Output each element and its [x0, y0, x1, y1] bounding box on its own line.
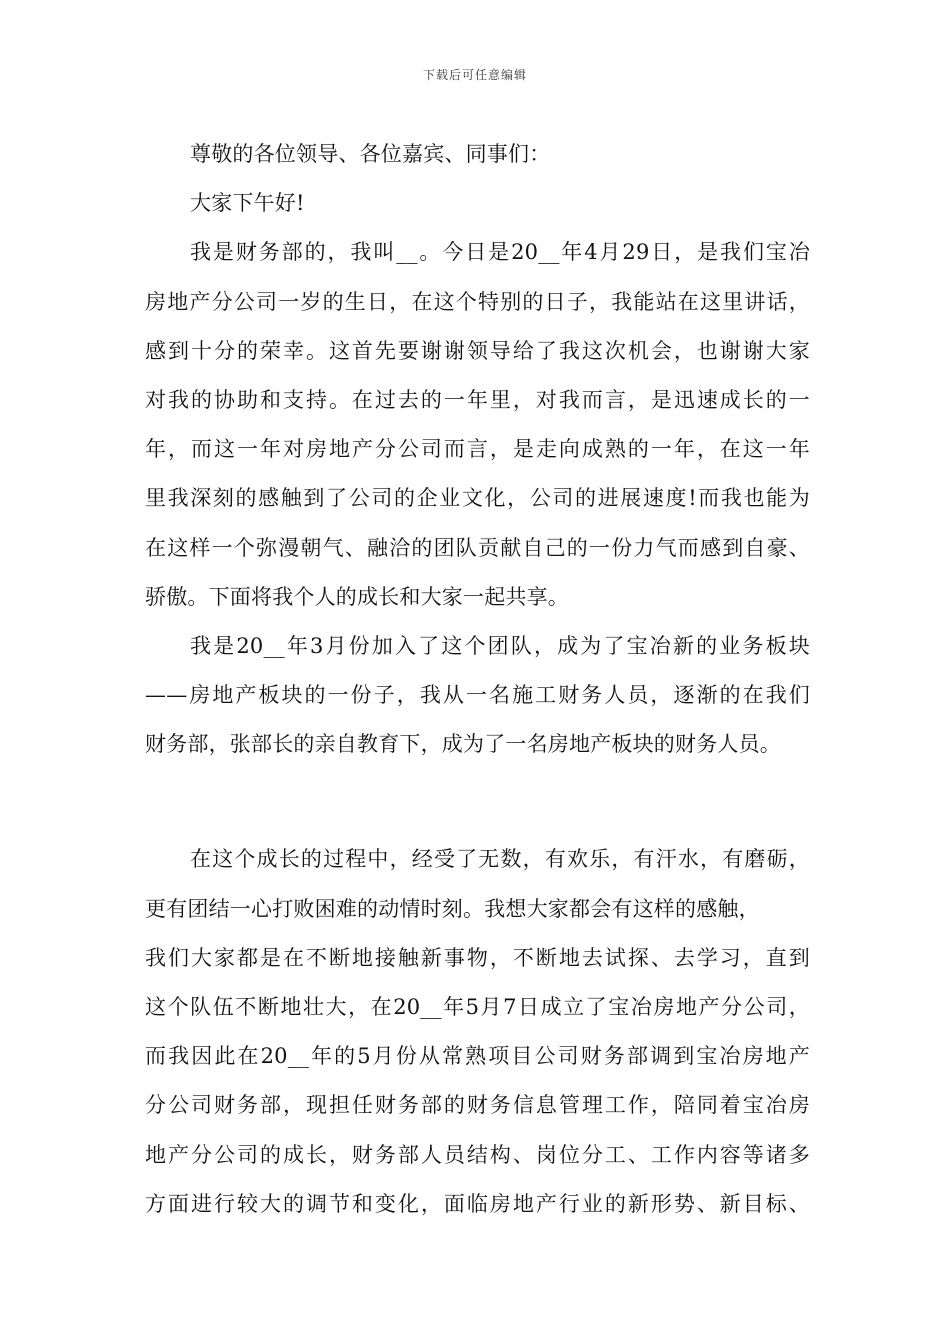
- paragraph-spacer: [145, 769, 810, 835]
- text-line: 地产分公司的成长，财务部人员结构、岗位分工、工作内容等诸多: [145, 1142, 810, 1167]
- paragraph-greeting: [145, 179, 810, 228]
- text-line: 我们大家都是在不断地接触新事物，不断地去试探、去学习，直到: [145, 945, 810, 970]
- text-line: 在这个成长的过程中，经受了无数，有欢乐，有汗水，有磨砺，: [190, 847, 810, 872]
- paragraph-growth: [145, 835, 810, 1229]
- text-line: 感到十分的荣幸。这首先要谢谢领导给了我这次机会，也谢谢大家: [145, 338, 810, 363]
- text-line: 方面进行较大的调节和变化，面临房地产行业的新形势、新目标、: [145, 1191, 810, 1216]
- page-header: 下载后可任意编辑: [422, 68, 527, 82]
- text-line: 骄傲。下面将我个人的成长和大家一起共享。: [145, 584, 569, 609]
- text-line: 而我因此在20__年的5月份从常熟项目公司财务部调到宝冶房地产: [145, 1044, 810, 1069]
- text-line: 大家下午好!: [190, 191, 305, 216]
- text-line: 这个队伍不断地壮大，在20__年5月7日成立了宝冶房地产分公司，: [145, 995, 810, 1019]
- text-line: 年，而这一年对房地产分公司而言，是走向成熟的一年，在这一年: [145, 437, 810, 462]
- document-body: [145, 130, 810, 1229]
- text-line: 分公司财务部，现担任财务部的财务信息管理工作，陪同着宝冶房: [145, 1093, 810, 1118]
- text-line: ——房地产板块的一份子，我从一名施工财务人员，逐渐的在我们: [145, 683, 810, 708]
- text-line: 尊敬的各位领导、各位嘉宾、同事们：: [190, 142, 551, 166]
- paragraph-joining: [145, 622, 810, 770]
- paragraph-salutation: [145, 130, 810, 179]
- text-line: 在这样一个弥漫朝气、融洽的团队贡献自己的一份力气而感到自豪、: [145, 535, 810, 560]
- text-line: 房地产分公司一岁的生日，在这个特别的日子，我能站在这里讲话，: [145, 289, 810, 314]
- text-line: 对我的协助和支持。在过去的一年里，对我而言，是迅速成长的一: [145, 387, 810, 412]
- paragraph-introduction: [145, 228, 810, 622]
- text-line: 财务部，张部长的亲自教育下，成为了一名房地产板块的财务人员。: [145, 732, 781, 757]
- text-line: 我是财务部的，我叫__。今日是20__年4月29日，是我们宝冶: [190, 240, 810, 265]
- text-line: 我是20__年3月份加入了这个团队，成为了宝冶新的业务板块: [190, 633, 810, 658]
- text-line: 更有团结一心打败困难的动情时刻。我想大家都会有这样的感触，: [145, 896, 760, 921]
- text-line: 里我深刻的感触到了公司的企业文化，公司的进展速度!而我也能为: [145, 486, 810, 511]
